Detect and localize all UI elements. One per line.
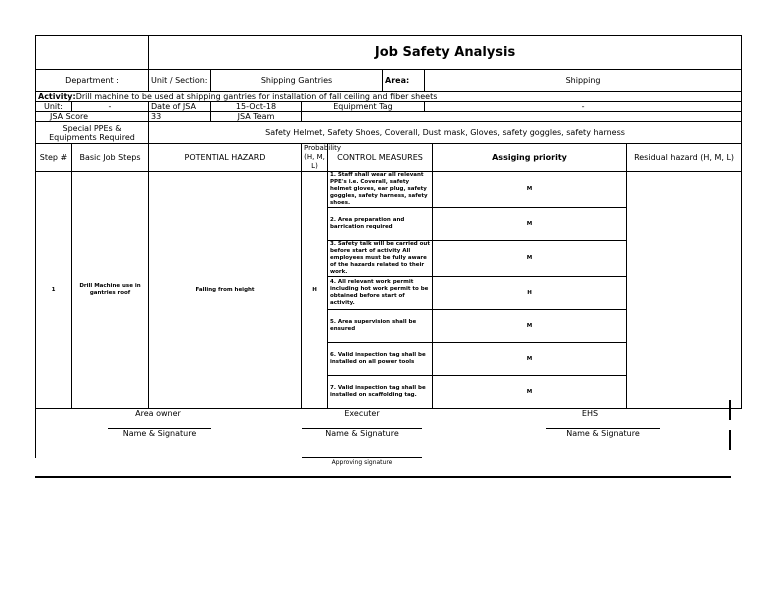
approving-signature-label: Approving signature — [331, 459, 393, 466]
control-priority: M — [433, 172, 627, 208]
sig-right-border — [729, 400, 731, 420]
residual-cell — [627, 172, 742, 409]
header-hazard: POTENTIAL HAZARD — [149, 144, 302, 172]
logo-cell — [36, 36, 149, 70]
sig-left-border — [35, 400, 36, 458]
control-priority: M — [433, 376, 627, 409]
header-step: Step # — [36, 144, 72, 172]
area-owner-label: Area owner — [135, 409, 181, 418]
header-control: CONTROL MEASURES — [328, 144, 433, 172]
ehs-label: EHS — [581, 409, 599, 418]
unit-section-label: Unit / Section: — [149, 70, 211, 92]
activity-value: Drill machine to be used at shipping gantries for installation of fall ceiling and fiber sheets — [75, 92, 438, 101]
header-basic-steps: Basic Job Steps — [72, 144, 149, 172]
jsa-team-value — [302, 112, 742, 122]
unit-value: - — [72, 102, 149, 112]
control-priority: H — [433, 277, 627, 310]
step-number: 1 — [36, 172, 72, 409]
control-priority: M — [433, 208, 627, 241]
jsa-score-label — [36, 112, 149, 122]
control-measure: 6. Valid inspection tag shall be installed on all power tools — [328, 343, 433, 376]
executer-label: Executer — [344, 409, 380, 418]
control-priority: M — [433, 310, 627, 343]
jsa-sheet — [35, 35, 735, 409]
activity-label: Activity: — [38, 92, 76, 101]
area-owner-name-sig: Name & Signature — [122, 429, 197, 438]
step-hazard: Falling from height — [149, 172, 302, 409]
executer-name-sig: Name & Signature — [325, 429, 399, 438]
sig-right-border-2 — [729, 430, 731, 450]
control-measure: 7. Valid inspection tag shall be installed on scaffolding tag. — [328, 376, 433, 409]
step-basic: Drill Machine use in gantries roof — [72, 172, 149, 409]
header-residual: Residual hazard (H, M, L) — [627, 144, 742, 172]
equipment-tag-value: - — [425, 102, 742, 112]
unit-section-value: Shipping Gantries — [211, 70, 383, 92]
approving-sig-line — [302, 457, 422, 458]
date-value: 15-Oct-18 — [211, 102, 302, 112]
control-measure: 2. Area preparation and barrication required — [328, 208, 433, 241]
date-label: Date of JSA — [149, 102, 211, 112]
jsa-team-label: JSA Team — [211, 112, 302, 122]
step-probability: H — [302, 172, 328, 409]
unit-label: Unit: — [36, 102, 72, 112]
jsa-score-value: 33 — [149, 112, 211, 122]
control-priority: M — [433, 241, 627, 277]
ppe-label: Special PPEs & Equipments Required — [36, 122, 149, 144]
ehs-name-sig: Name & Signature — [566, 429, 640, 438]
area-value: Shipping — [425, 70, 742, 92]
equipment-tag-label: Equipment Tag — [302, 102, 425, 112]
control-measure: 5. Area supervision shall be ensured — [328, 310, 433, 343]
control-measure: 4. All relevant work permit including hot work permit to be obtained before start of activity. — [328, 277, 433, 310]
header-priority: Assiging priority — [433, 144, 627, 172]
control-measure: 3. Safety talk will be carried out before start of activity All employees must be fully aware of the hazards related to their work. — [328, 241, 433, 277]
department-label: Department : — [36, 70, 149, 92]
bottom-rule — [35, 476, 731, 478]
ppe-value: Safety Helmet, Safety Shoes, Coverall, Dust mask, Gloves, safety goggles, safety harness — [149, 122, 742, 144]
control-measure: 1. Staff shall wear all relevant PPE's i.e. Coverall, safety helmet gloves, ear plug, safety goggles, safety harness, safety shoes. — [328, 172, 433, 208]
area-label: Area: — [383, 70, 425, 92]
header-probability: Probability (H, M, L) — [302, 144, 328, 172]
jsa-table — [35, 35, 742, 409]
activity-row — [36, 92, 742, 102]
page-title: Job Safety Analysis — [149, 36, 742, 70]
jsa-score-text: JSA Score — [50, 112, 89, 121]
control-priority: M — [433, 343, 627, 376]
